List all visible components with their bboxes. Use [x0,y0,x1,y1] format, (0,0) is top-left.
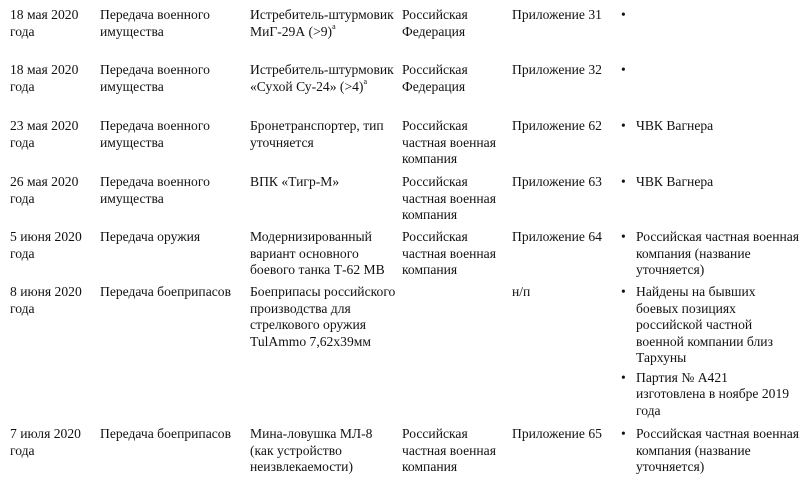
type-cell: Передача оружия [100,229,201,244]
type-cell: Передача военного имущества [100,7,210,39]
notes-cell [618,284,800,419]
date-cell: 7 июля 2020 года [10,426,81,458]
date-cell: 18 мая 2020 года [10,62,79,94]
item-cell: Боеприпасы российского производства для стрелкового оружия TulAmmo 7,62x39мм [250,284,396,349]
type-cell: Передача боеприпасов [100,284,231,299]
item-cell: ВПК «Тигр-М» [250,174,340,189]
annex-cell: н/п [512,284,531,299]
annex-cell: Приложение 31 [512,7,602,22]
item-text: Истребитель-штурмовик МиГ-29А (>9) [250,7,394,39]
annex-cell: Приложение 64 [512,229,602,244]
date-cell: 26 мая 2020 года [10,174,79,206]
item-cell [250,7,398,40]
notes-cell [618,229,800,279]
type-cell: Передача боеприпасов [100,426,231,441]
destination-cell: Российская частная военная компания [402,118,496,166]
item-cell: Бронетранспортер, тип уточняется [250,118,384,150]
note-item: • ЧВК Вагнера [618,174,800,191]
note-item: • Российская частная военная компания (название уточняется) [618,229,800,279]
destination-cell: Российская частная военная компания [402,426,496,474]
item-text: Истребитель-штурмовик «Сухой Су-24» (>4) [250,62,394,94]
date-cell: 18 мая 2020 года [10,7,79,39]
destination-cell: Российская Федерация [402,62,468,94]
date-cell: 23 мая 2020 года [10,118,79,150]
type-cell: Передача военного имущества [100,118,210,150]
destination-cell: Российская частная военная компания [402,229,496,277]
footnote-marker: а [363,76,367,86]
annex-cell: Приложение 32 [512,62,602,77]
notes-cell [618,118,800,135]
annex-cell: Приложение 62 [512,118,602,133]
notes-cell [618,426,800,476]
type-cell: Передача военного имущества [100,62,210,94]
note-item: • Российская частная военная компания (название уточняется) [618,426,800,476]
note-item: • Найдены на бывших боевых позициях российской частной военной компании близ Тархуны [618,284,800,367]
date-cell: 5 июня 2020 года [10,229,82,261]
item-cell [250,62,398,95]
item-cell: Модернизированный вариант основного боевого танка Т-62 МВ [250,229,385,277]
destination-cell: Российская частная военная компания [402,174,496,222]
item-cell: Мина-ловушка МЛ-8 (как устройство неизвлекаемости) [250,426,373,474]
note-item: • Партия № А421 изготовлена в ноябре 2019 года [618,370,800,420]
date-cell: 8 июня 2020 года [10,284,82,316]
type-cell: Передача военного имущества [100,174,210,206]
notes-cell [618,174,800,191]
annex-cell: Приложение 63 [512,174,602,189]
note-item: • ЧВК Вагнера [618,118,800,135]
destination-cell: Российская Федерация [402,7,468,39]
annex-cell: Приложение 65 [512,426,602,441]
footnote-marker: а [332,21,336,31]
